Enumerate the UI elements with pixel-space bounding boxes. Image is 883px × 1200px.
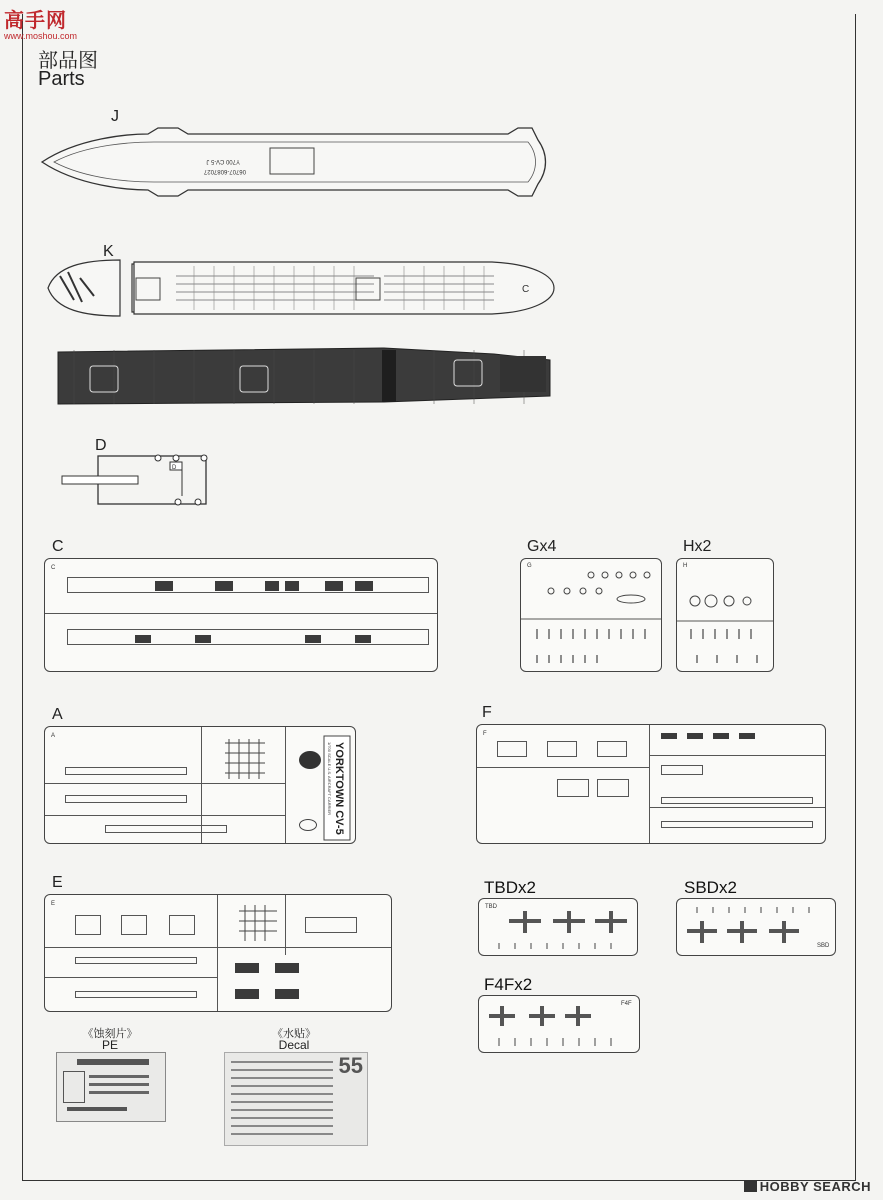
sprue-c-tag: C	[51, 565, 56, 571]
sprue-g-tag: G	[527, 563, 532, 569]
sprue-a-name: YORKTOWN CV-5	[333, 742, 345, 835]
part-k-deck-drawing	[54, 346, 554, 410]
part-label-g: Gx4	[527, 538, 557, 555]
pe-label-cn: 《蚀刻片》	[82, 1028, 138, 1040]
decal-label-cn: 《水贴》	[272, 1028, 316, 1040]
part-label-tbd: TBDx2	[484, 878, 536, 897]
part-label-h: Hx2	[683, 538, 712, 555]
sprue-h-parts	[677, 559, 773, 671]
page-title-en: Parts	[38, 68, 85, 90]
sprue-sbd-tag: SBD	[817, 943, 830, 949]
sprue-a	[44, 726, 356, 844]
footer-brand	[744, 1179, 871, 1194]
part-label-d: D	[95, 437, 107, 454]
sprue-a-scale: 1/700 SCALE U.S. AIRCRAFT CARRIER	[327, 742, 332, 816]
part-label-a: A	[52, 706, 63, 723]
pe-label-en: PE	[101, 1038, 118, 1052]
watermark-logo	[4, 4, 77, 41]
sprue-f	[476, 724, 826, 844]
part-k-bow-drawing	[44, 256, 564, 320]
part-j-hull-drawing	[38, 124, 548, 200]
decal-number: 55	[338, 1053, 363, 1078]
part-label-sbd: SBDx2	[684, 878, 737, 897]
d-tag: D	[172, 465, 177, 471]
sprue-f4f-planes	[479, 996, 639, 1052]
hull-text-1: Y700 CV-5 J	[206, 158, 240, 164]
sprue-sbd-planes	[677, 899, 835, 955]
sprue-h	[676, 558, 774, 672]
page-title-cn: 部品图	[38, 50, 98, 72]
sprue-g-parts	[521, 559, 661, 671]
footer-brand-text: HOBBY SEARCH	[759, 1179, 871, 1194]
sprue-f-tag: F	[483, 731, 487, 737]
watermark-brand: 高手网	[4, 10, 67, 32]
hull-text-2: 06707-6087027	[203, 168, 246, 174]
sprue-sbd	[676, 898, 836, 956]
hobby-search-icon	[744, 1181, 757, 1192]
part-label-c: C	[52, 538, 64, 555]
decal-label-en: Decal	[278, 1038, 310, 1052]
part-label-k: K	[103, 243, 114, 260]
svg-text:C: C	[522, 284, 530, 295]
sprue-a-grid	[221, 737, 269, 781]
sprue-a-tag: A	[51, 733, 56, 739]
sprue-a-nameplate	[322, 734, 352, 842]
sprue-tbd-planes	[479, 899, 637, 955]
sprue-h-tag: H	[683, 563, 688, 569]
sprue-tbd	[478, 898, 638, 956]
part-label-j: J	[111, 108, 119, 125]
part-d-sprue-drawing	[58, 452, 214, 510]
sprue-e-tag: E	[51, 901, 56, 907]
sprue-f4f-tag: F4F	[621, 1001, 632, 1007]
sprue-e	[44, 894, 392, 1012]
part-label-f4f: F4Fx2	[484, 975, 533, 994]
watermark-url: www.moshou.com	[4, 31, 78, 41]
sprue-f4f	[478, 995, 640, 1053]
sprue-c	[44, 558, 438, 672]
part-label-e: E	[52, 874, 63, 891]
sprue-g	[520, 558, 662, 672]
decal-sheet	[224, 1052, 368, 1146]
part-label-f: F	[482, 704, 492, 721]
sprue-tbd-tag: TBD	[485, 904, 497, 910]
pe-sheet	[56, 1052, 166, 1122]
sprue-e-grid	[235, 903, 281, 943]
